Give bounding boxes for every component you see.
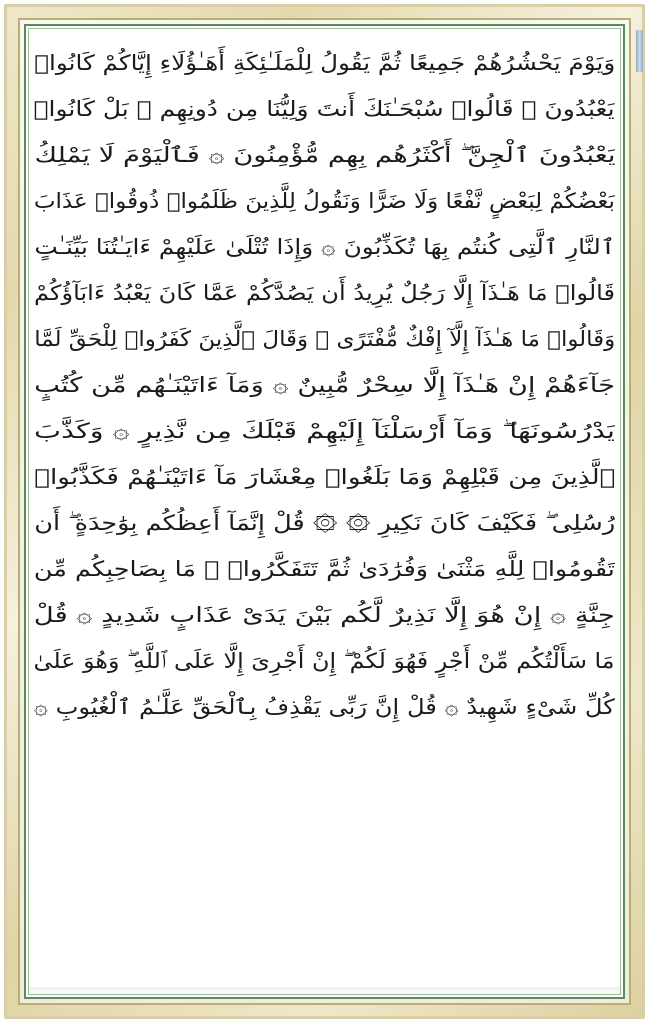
- ayah-line-text: جِنَّةٍ ۞ إِنْ هُوَ إِلَّا نَذِيرٌ لَّكُم بَيْنَ يَدَىْ عَذَابٍ شَدِيدٍ ۞ قُلْ: [34, 603, 615, 627]
- ayah-line: [34, 500, 615, 546]
- ayah-line: [34, 270, 615, 316]
- ayah-line-text: ٱلنَّارِ ٱلَّتِى كُنتُم بِهَا تُكَذِّبُونَ ۞ وَإِذَا تُتْلَىٰ عَلَيْهِمْ ءَايَـٰتُنَا بَيِّنَـٰتٍ: [34, 235, 615, 259]
- ayah-line-text: يَعْبُدُونَ ۞ قَالُوا۟ سُبْحَـٰنَكَ أَنتَ وَلِيُّنَا مِن دُونِهِم ۖ بَلْ كَانُوا۟: [34, 97, 615, 121]
- ayah-line: [34, 638, 615, 684]
- ayah-line-text: يَعْبُدُونَ ٱلْجِنَّ ۖ أَكْثَرُهُم بِهِم مُّؤْمِنُونَ ۞ فَٱلْيَوْمَ لَا يَمْلِكُ: [34, 143, 615, 167]
- ayah-line: [34, 362, 615, 408]
- paper-bottom-shadow: [28, 987, 621, 997]
- ayah-line-text: قَالُوا۟ مَا هَـٰذَآ إِلَّا رَجُلٌ يُرِيدُ أَن يَصُدَّكُمْ عَمَّا كَانَ يَعْبُدُ ءَابَآؤُكُمْ: [34, 281, 615, 305]
- ayah-line-text: رُسُلِى ۖ فَكَيْفَ كَانَ نَكِيرِ ۞ ۞ قُلْ إِنَّمَآ أَعِظُكُم بِوَٰحِدَةٍ ۖ أَن: [34, 511, 615, 535]
- ayah-line-text: كُلِّ شَىْءٍ شَهِيدٌ ۞ قُلْ إِنَّ رَبِّى يَقْذِفُ بِٱلْحَقِّ عَلَّـٰمُ ٱلْغُيُوبِ ۞: [34, 695, 615, 719]
- ayah-line: [34, 40, 615, 86]
- ayah-line: [34, 546, 615, 592]
- ayah-line-text: ٱلَّذِينَ مِن قَبْلِهِمْ وَمَا بَلَغُوا۟ مِعْشَارَ مَآ ءَاتَيْنَـٰهُمْ فَكَذَّبُوا۟: [34, 465, 615, 489]
- ayah-line: [34, 684, 615, 730]
- quran-text-area: [34, 40, 615, 979]
- ayah-line: [34, 224, 615, 270]
- ayah-line: [34, 592, 615, 638]
- spine-accent-bar: [636, 30, 643, 72]
- ayah-line-text: وَقَالُوا۟ مَا هَـٰذَآ إِلَّآ إِفْكٌ مُّفْتَرًى ۚ وَقَالَ ٱلَّذِينَ كَفَرُوا۟ لِلْحَقِّ لَمَّا: [34, 327, 615, 351]
- ayah-line-text: وَيَوْمَ يَحْشُرُهُمْ جَمِيعًا ثُمَّ يَقُولُ لِلْمَلَـٰئِكَةِ أَهَـٰؤُلَاءِ إِيَّاكُمْ كَانُوا۟: [34, 51, 615, 75]
- ayah-line: [34, 86, 615, 132]
- ayah-line: [34, 408, 615, 454]
- ayah-line: [34, 178, 615, 224]
- ayah-line: [34, 132, 615, 178]
- ayah-line-text: جَآءَهُمْ إِنْ هَـٰذَآ إِلَّا سِحْرٌ مُّبِينٌ ۞ وَمَآ ءَاتَيْنَـٰهُم مِّن كُتُبٍ: [34, 373, 615, 397]
- ayah-line-list: [34, 40, 615, 979]
- ayah-line: [34, 454, 615, 500]
- ayah-line-text: يَدْرُسُونَهَا ۖ وَمَآ أَرْسَلْنَآ إِلَيْهِمْ قَبْلَكَ مِن نَّذِيرٍ ۞ وَكَذَّبَ: [34, 419, 615, 443]
- ayah-line-text: تَقُومُوا۟ لِلَّهِ مَثْنَىٰ وَفُرَٰدَىٰ ثُمَّ تَتَفَكَّرُوا۟ ۚ مَا بِصَاحِبِكُم مِّن: [34, 557, 615, 581]
- ayah-line: [34, 316, 615, 362]
- ayah-line-text: بَعْضُكُمْ لِبَعْضٍ نَّفْعًا وَلَا ضَرًّا وَنَقُولُ لِلَّذِينَ ظَلَمُوا۟ ذُوقُوا۟ عَذَابَ: [34, 189, 615, 213]
- ayah-line-text: مَا سَأَلْتُكُم مِّنْ أَجْرٍ فَهُوَ لَكُمْ ۖ إِنْ أَجْرِىَ إِلَّا عَلَى ٱللَّهِ ۖ وَهُوَ عَلَىٰ: [34, 649, 615, 673]
